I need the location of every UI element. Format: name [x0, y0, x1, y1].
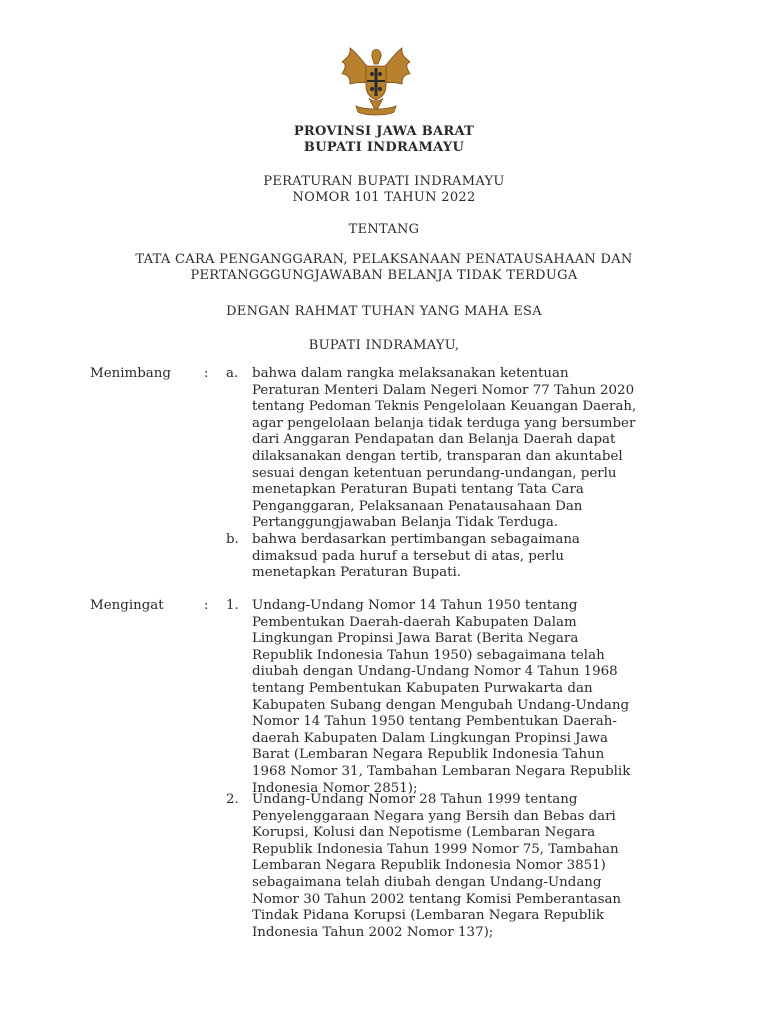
item-marker: a.	[226, 366, 239, 381]
subject-line-2: PERTANGGGUNGJAWABAN BELANJA TIDAK TERDUGA	[190, 268, 578, 283]
section-colon: :	[204, 598, 209, 613]
blessing-line: DENGAN RAHMAT TUHAN YANG MAHA ESA	[226, 304, 542, 319]
consideration-paragraph: bahwa dalam rangka melaksanakan ketentuan Peraturan Menteri Dalam Negeri Nomor 77 Tahun 2020 tentang Pedoman Teknis Pengelolaan Keuangan Daerah, agar pengelolaan belanja tidak terduga yang bersumber dari Anggaran Pendapatan dan Belanja Daerah dapat dilaksanakan dengan tertib, transparan dan akuntabel sesuai dengan ketentuan perundang-undangan, perlu menetapkan Peraturan Bupati tentang Tata Cara Penganggaran, Pelaksanaan Penatausahaan Dan Pertanggungjawaban Belanja Tidak Terduga.	[252, 366, 637, 531]
subject-line-1: TATA CARA PENGANGGARAN, PELAKSANAAN PENATAUSAHAAN DAN	[135, 252, 633, 267]
garuda-emblem-icon	[336, 44, 416, 118]
legal-basis-paragraph: Undang-Undang Nomor 28 Tahun 1999 tentang Penyelenggaraan Negara yang Bersih dan Bebas dari Korupsi, Kolusi dan Nepotisme (Lembaran Negara Republik Indonesia Tahun 1999 Nomor 75, Tambahan Lembaran Negara Republik Indonesia Nomor 3851) sebagaimana telah diubah dengan Undang-Undang Nomor 30 Tahun 2002 tentang Komisi Pemberantasan Tindak Pidana Korupsi (Lembaran Negara Republik Indonesia Tahun 2002 Nomor 137);	[252, 792, 622, 940]
item-marker: 2.	[226, 792, 239, 807]
item-marker: b.	[226, 532, 239, 547]
regulation-title: PERATURAN BUPATI INDRAMAYU	[263, 174, 505, 189]
section-label: Menimbang	[90, 366, 171, 381]
section-label: Mengingat	[90, 598, 164, 613]
regent-title: BUPATI INDRAMAYU	[303, 140, 465, 155]
regulation-number: NOMOR 101 TAHUN 2022	[292, 190, 476, 205]
about-heading: TENTANG	[348, 222, 420, 237]
issuer-line: BUPATI INDRAMAYU,	[308, 338, 460, 353]
consideration-paragraph: bahwa berdasarkan pertimbangan sebagaimana dimaksud pada huruf a tersebut di atas, perlu menetapkan Peraturan Bupati.	[252, 532, 580, 581]
section-colon: :	[204, 366, 209, 381]
item-marker: 1.	[226, 598, 239, 613]
province-name: PROVINSI JAWA BARAT	[293, 124, 475, 139]
legal-basis-paragraph: Undang-Undang Nomor 14 Tahun 1950 tentang Pembentukan Daerah-daerah Kabupaten Dalam Lingkungan Propinsi Jawa Barat (Berita Negara Republik Indonesia Tahun 1950) sebagaimana telah diubah dengan Undang-Undang Nomor 4 Tahun 1968 tentang Pembentukan Kabupaten Purwakarta dan Kabupaten Subang dengan Mengubah Undang-Undang Nomor 14 Tahun 1950 tentang Pembentukan Daerah- daerah Kabupaten Dalam Lingkungan Propinsi Jawa Barat (Lembaran Negara Republik Indonesia Tahun 1968 Nomor 31, Tambahan Lembaran Negara Republik Indonesia Nomor 2851);	[252, 598, 631, 796]
